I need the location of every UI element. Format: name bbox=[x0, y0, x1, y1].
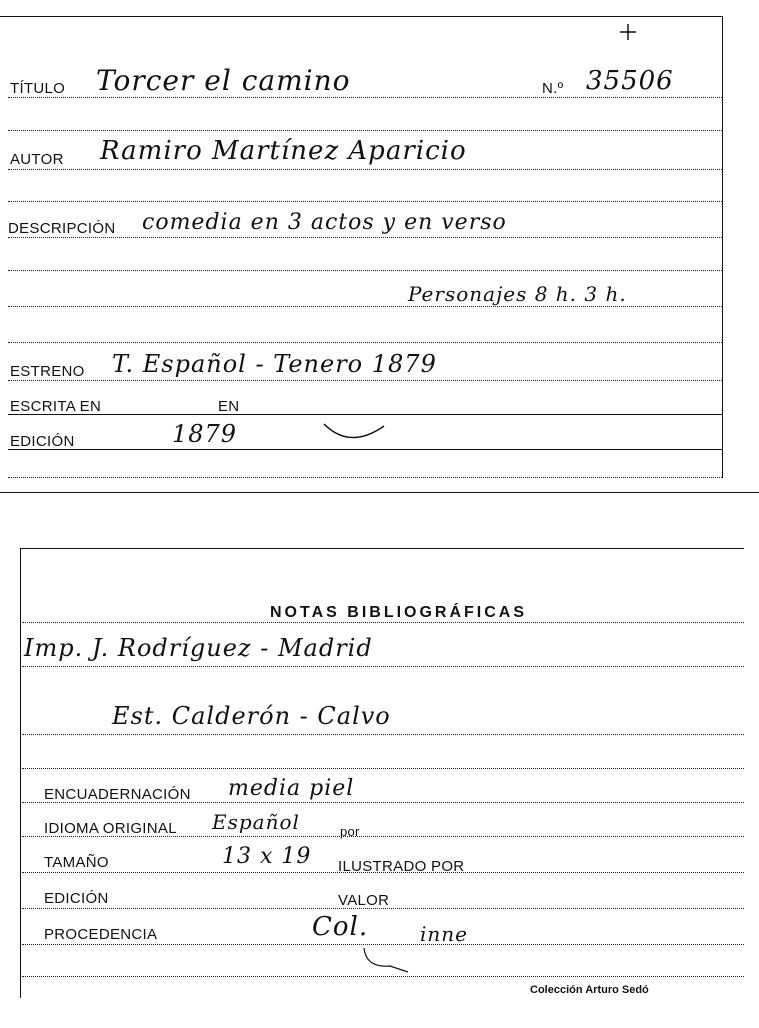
coleccion-stamp: Colección Arturo Sedó bbox=[530, 984, 649, 996]
card-bottom-edge bbox=[0, 492, 759, 493]
catalog-card-1 bbox=[0, 0, 759, 495]
edicion2-rule bbox=[22, 908, 744, 909]
card-right-edge bbox=[722, 16, 723, 478]
encuadernacion-label: ENCUADERNACIÓN bbox=[44, 786, 191, 803]
card2-top-edge bbox=[20, 548, 744, 549]
tamano-label: TAMAÑO bbox=[44, 854, 109, 871]
escrita-label: ESCRITA EN bbox=[10, 398, 102, 415]
titulo-rule bbox=[8, 97, 722, 98]
tamano-rule bbox=[22, 872, 744, 873]
idioma-value: Español bbox=[212, 810, 300, 834]
estreno-rule bbox=[8, 380, 722, 381]
edicion2-label: EDICIÓN bbox=[44, 890, 109, 907]
blank-rule-1 bbox=[8, 130, 722, 131]
blank-rule-3 bbox=[8, 270, 722, 271]
escrita-rule bbox=[8, 414, 722, 415]
numero-value: 35506 bbox=[586, 66, 674, 96]
titulo-value: Torcer el camino bbox=[96, 64, 351, 97]
blank-rule-2 bbox=[8, 201, 722, 202]
numero-label: N.º bbox=[542, 80, 564, 97]
edicion-rule bbox=[8, 449, 722, 450]
titulo-label: TÍTULO bbox=[10, 80, 66, 97]
personajes-value: Personajes 8 h. 3 h. bbox=[408, 282, 627, 306]
procedencia-extra: inne bbox=[420, 922, 468, 946]
procedencia-rule bbox=[22, 944, 744, 945]
nota-rule-1 bbox=[22, 666, 744, 667]
heading-rule bbox=[22, 622, 744, 623]
blank-rule-b bbox=[22, 976, 744, 977]
descripcion-value: comedia en 3 actos y en verso bbox=[142, 210, 507, 235]
estreno-label: ESTRENO bbox=[10, 363, 85, 380]
estreno-value: T. Español - Tenero 1879 bbox=[112, 350, 437, 378]
valor-label: VALOR bbox=[338, 892, 390, 909]
ilustrado-label: ILUSTRADO POR bbox=[338, 858, 465, 875]
plus-mark bbox=[618, 22, 638, 42]
notas-heading: NOTAS BIBLIOGRÁFICAS bbox=[270, 604, 528, 621]
pencil-mark bbox=[320, 420, 390, 446]
bottom-rule bbox=[8, 477, 722, 478]
procedencia-label: PROCEDENCIA bbox=[44, 926, 158, 943]
blank-rule-5 bbox=[8, 342, 722, 343]
catalog-card-2 bbox=[0, 538, 759, 1028]
nota-line-1: Imp. J. Rodríguez - Madrid bbox=[24, 634, 373, 662]
tamano-value: 13 x 19 bbox=[222, 844, 312, 869]
descripcion-label: DESCRIPCIÓN bbox=[8, 220, 116, 237]
blank-rule-a bbox=[22, 768, 744, 769]
descripcion-rule bbox=[8, 237, 722, 238]
pencil-mark-2 bbox=[360, 946, 420, 976]
autor-rule bbox=[8, 169, 722, 170]
encuadernacion-rule bbox=[22, 802, 744, 803]
autor-label: AUTOR bbox=[10, 151, 64, 168]
autor-value: Ramiro Martínez Aparicio bbox=[100, 136, 467, 166]
nota-rule-2 bbox=[22, 734, 744, 735]
card-top-edge bbox=[0, 16, 722, 17]
nota-line-2: Est. Calderón - Calvo bbox=[112, 702, 391, 730]
edicion-label: EDICIÓN bbox=[10, 433, 75, 450]
por-label: por bbox=[340, 824, 360, 839]
card2-left-edge bbox=[20, 548, 21, 998]
blank-rule-4 bbox=[8, 306, 722, 307]
encuadernacion-value: media piel bbox=[228, 776, 355, 801]
idioma-label: IDIOMA ORIGINAL bbox=[44, 820, 177, 837]
procedencia-value: Col. bbox=[312, 912, 369, 942]
edicion-value: 1879 bbox=[172, 420, 238, 448]
escrita-en-label: EN bbox=[218, 398, 240, 415]
idioma-rule bbox=[22, 836, 744, 837]
